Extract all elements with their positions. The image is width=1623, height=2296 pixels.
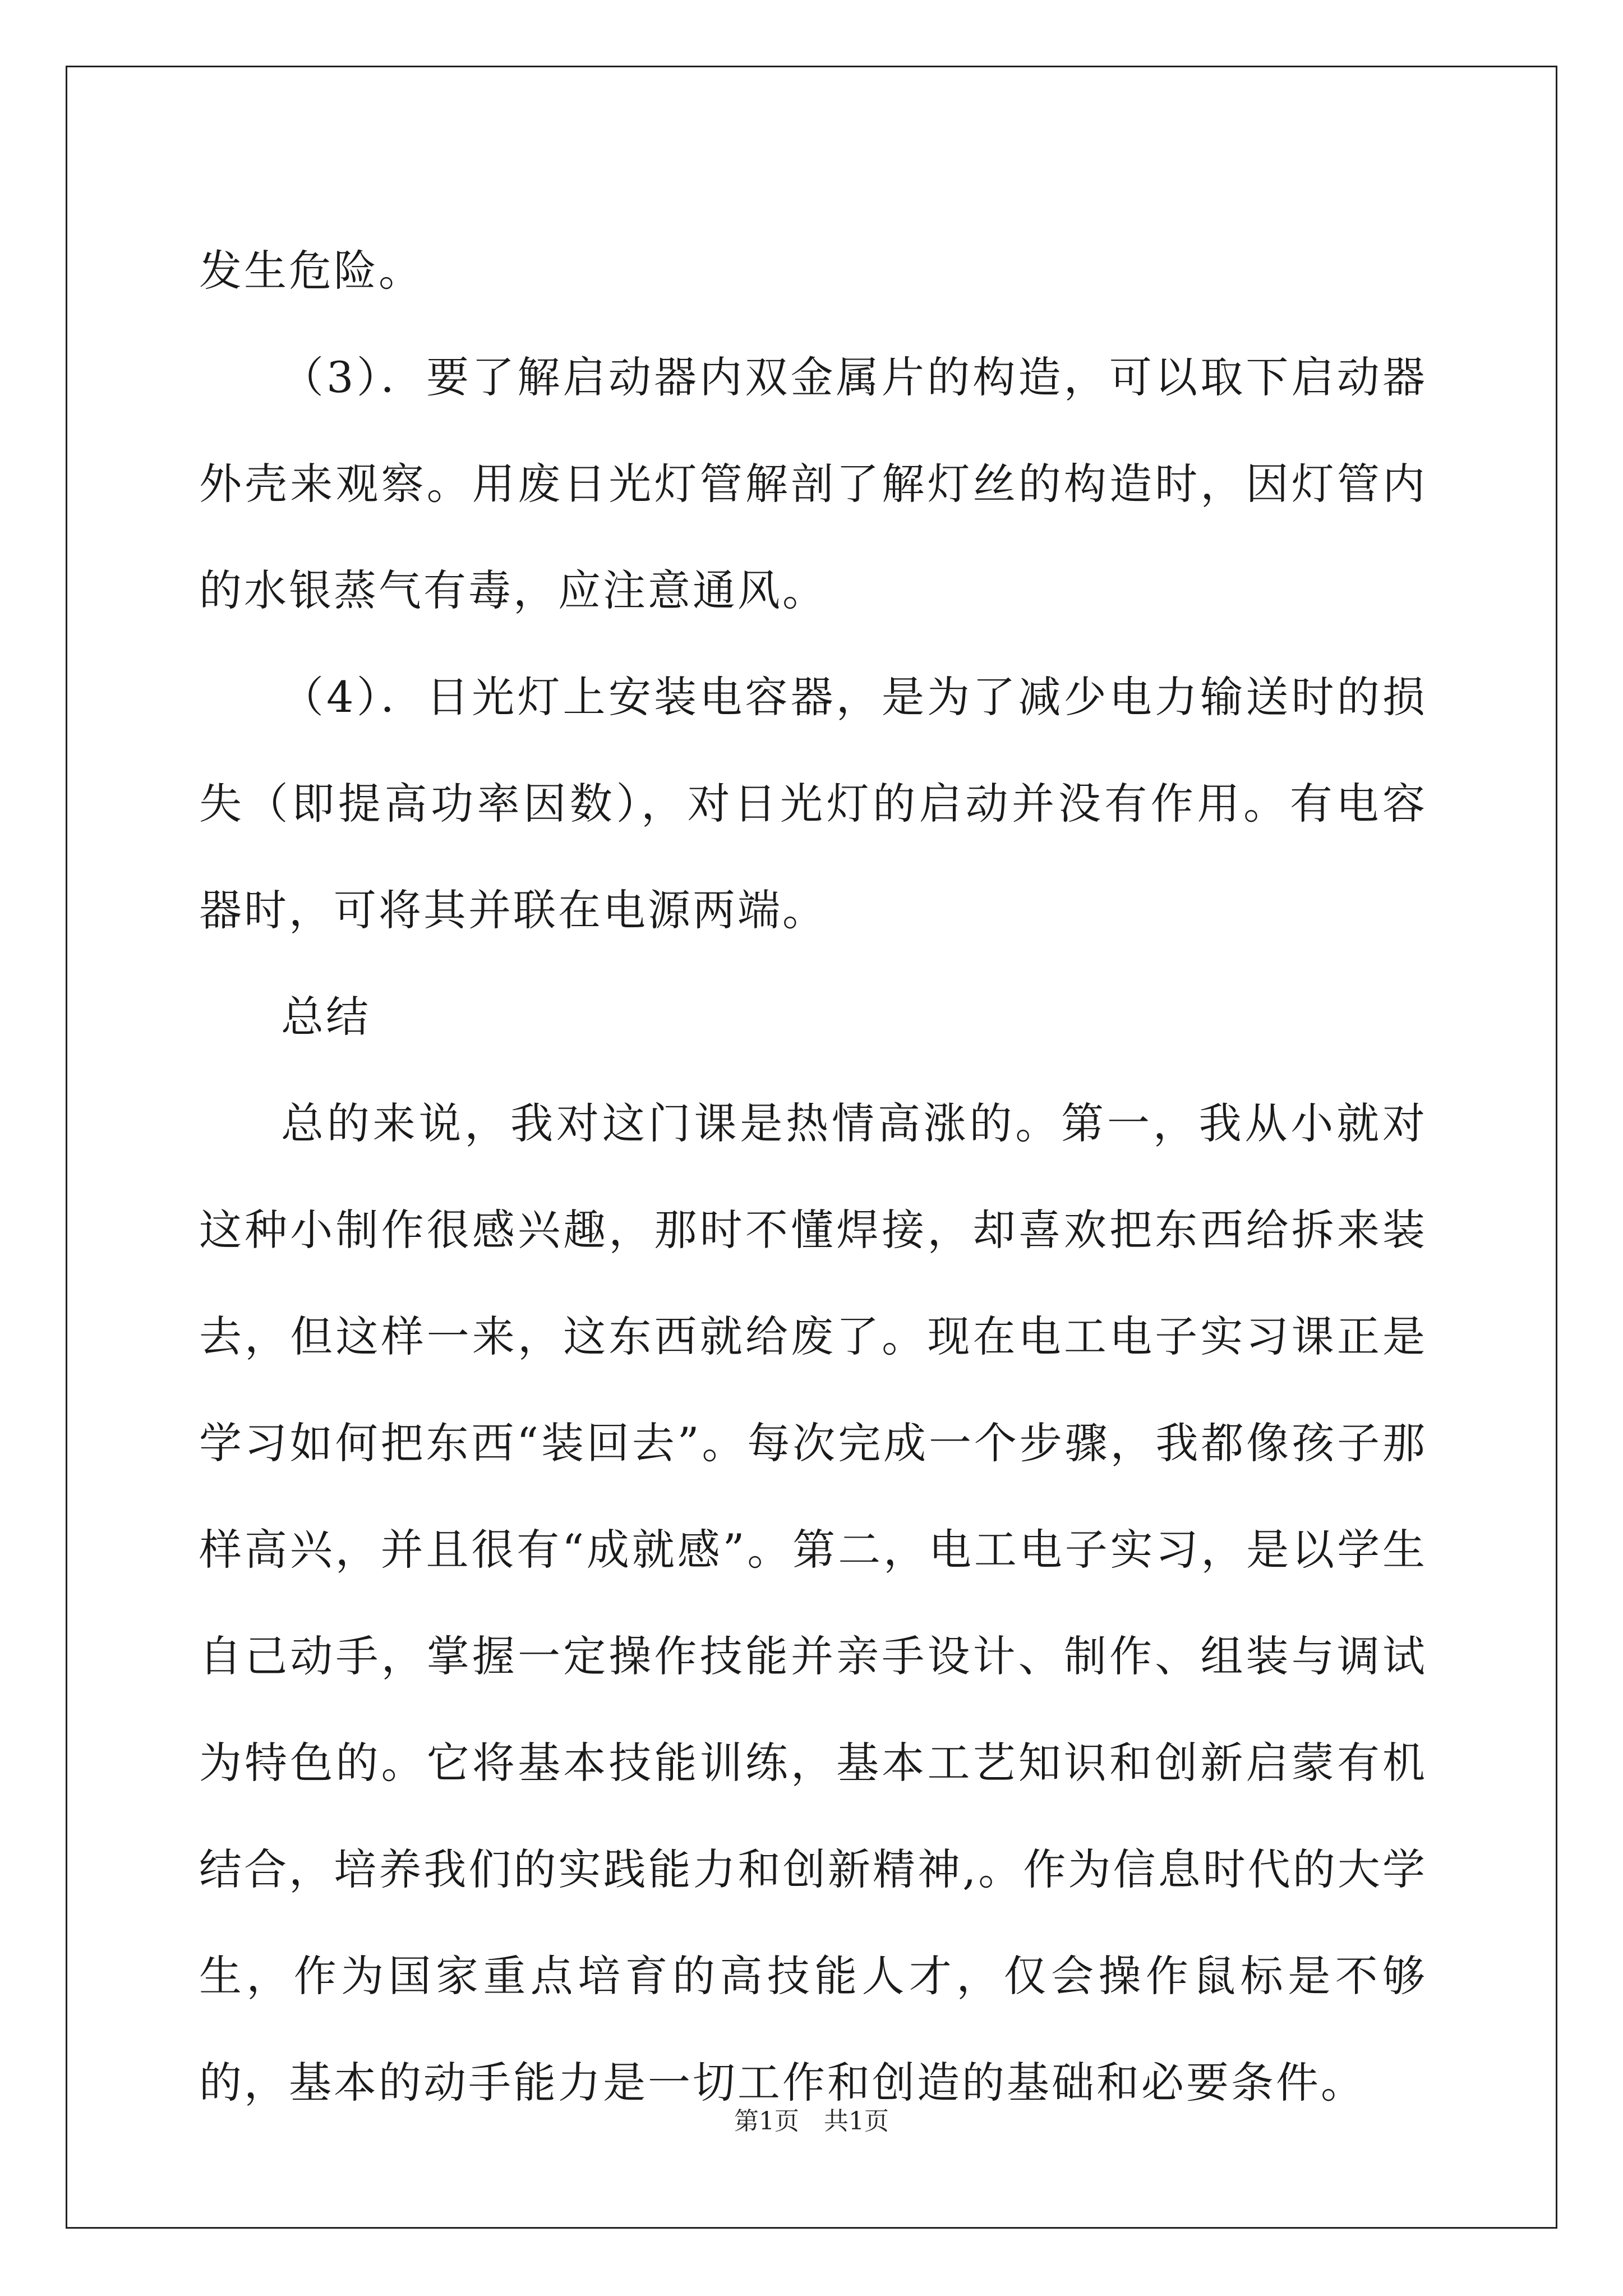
paragraph-item-4: （4）．日光灯上安装电容器，是为了减少电力输送时的损失（即提高功率因数），对日光灯的启动并没有作用。有电容器时，可将其并联在电源两端。 xyxy=(199,672,1427,935)
document-body xyxy=(199,218,1427,2136)
paragraph-summary: 总的来说，我对这门课是热情高涨的。第一，我从小就对这种小制作很感兴趣，那时不懂焊接，却喜欢把东西给拆来装去，但这样一来，这东西就给废了。现在电工电子实习课正是学习如何把东西“装回去”。每次完成一个步骤，我都像孩子那样高兴，并且很有“成就感”。第二，电工电子实习，是以学生自己动手，掌握一定操作技能并亲手设计、制作、组装与调试为特色的。它将基本技能训练，基本工艺知识和创新启蒙有机结合，培养我们的实践能力和创新精神,。作为信息时代的大学生，作为国家重点培育的高技能人才，仅会操作鼠标是不够的，基本的动手能力是一切工作和创造的基础和必要条件。 xyxy=(199,1098,1427,2108)
paragraph-item-3: （3）．要了解启动器内双金属片的构造，可以取下启动器外壳来观察。用废日光灯管解剖了解灯丝的构造时，因灯管内的水银蒸气有毒，应注意通风。 xyxy=(199,352,1427,615)
paragraph-continuation: 发生危险。 xyxy=(199,246,423,296)
page-number-footer: 第1页 共1页 xyxy=(734,2107,889,2136)
section-heading-summary: 总结 xyxy=(281,992,371,1042)
